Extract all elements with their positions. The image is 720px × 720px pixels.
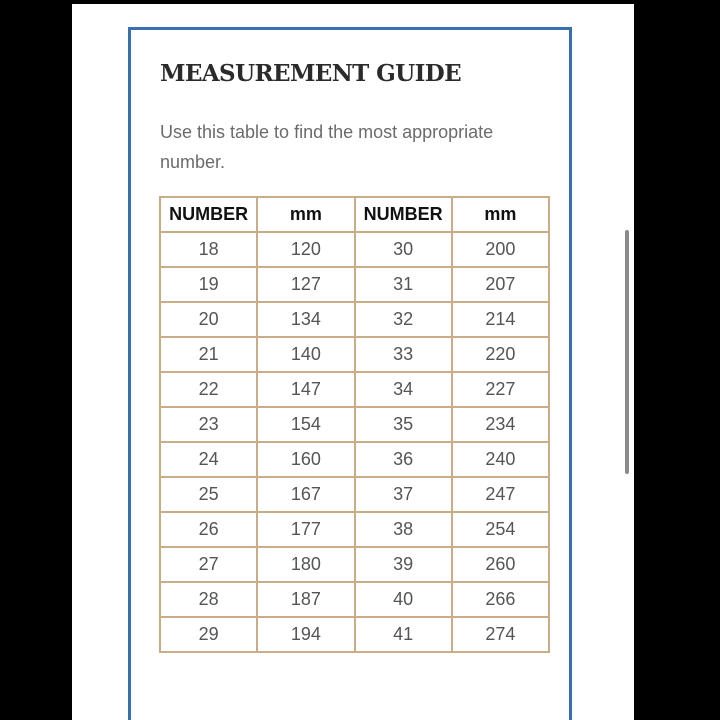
table-row xyxy=(160,372,549,407)
guide-description: Use this table to find the most appropriate number. xyxy=(160,122,494,172)
mm-cell: 274 xyxy=(452,617,549,652)
number-cell: 25 xyxy=(160,477,257,512)
mm-cell: 200 xyxy=(452,232,549,267)
number-cell: 31 xyxy=(355,267,452,302)
number-cell: 29 xyxy=(160,617,257,652)
table-row xyxy=(160,547,549,582)
mm-cell: 254 xyxy=(452,512,549,547)
number-cell: 39 xyxy=(355,547,452,582)
mm-cell: 207 xyxy=(452,267,549,302)
number-cell: 19 xyxy=(160,267,257,302)
table-row xyxy=(160,302,549,337)
table-row xyxy=(160,337,549,372)
column-header-mm: mm xyxy=(257,197,354,232)
mm-cell: 220 xyxy=(452,337,549,372)
page-title: MEASUREMENT GUIDE xyxy=(160,60,462,87)
table-row xyxy=(160,582,549,617)
mm-cell: 147 xyxy=(257,372,354,407)
mm-cell: 260 xyxy=(452,547,549,582)
table-row xyxy=(160,477,549,512)
number-cell: 27 xyxy=(160,547,257,582)
page-content xyxy=(72,4,634,720)
mm-cell: 240 xyxy=(452,442,549,477)
measurement-guide-card xyxy=(128,27,572,720)
mm-cell: 140 xyxy=(257,337,354,372)
mm-cell: 134 xyxy=(257,302,354,337)
scrollbar[interactable] xyxy=(625,230,629,474)
table-row xyxy=(160,442,549,477)
number-cell: 40 xyxy=(355,582,452,617)
mm-cell: 187 xyxy=(257,582,354,617)
mm-cell: 120 xyxy=(257,232,354,267)
number-cell: 28 xyxy=(160,582,257,617)
number-cell: 32 xyxy=(355,302,452,337)
mm-cell: 194 xyxy=(257,617,354,652)
number-cell: 18 xyxy=(160,232,257,267)
number-cell: 24 xyxy=(160,442,257,477)
number-cell: 36 xyxy=(355,442,452,477)
number-cell: 21 xyxy=(160,337,257,372)
mm-cell: 180 xyxy=(257,547,354,582)
table-row xyxy=(160,512,549,547)
number-cell: 33 xyxy=(355,337,452,372)
measurement-table xyxy=(159,196,550,653)
number-cell: 26 xyxy=(160,512,257,547)
mm-cell: 160 xyxy=(257,442,354,477)
number-cell: 23 xyxy=(160,407,257,442)
mm-cell: 214 xyxy=(452,302,549,337)
mm-cell: 127 xyxy=(257,267,354,302)
table-row xyxy=(160,617,549,652)
mm-cell: 154 xyxy=(257,407,354,442)
number-cell: 38 xyxy=(355,512,452,547)
table-row xyxy=(160,267,549,302)
mm-cell: 234 xyxy=(452,407,549,442)
column-header-mm: mm xyxy=(452,197,549,232)
number-cell: 20 xyxy=(160,302,257,337)
number-cell: 37 xyxy=(355,477,452,512)
column-header-number: NUMBER xyxy=(160,197,257,232)
number-cell: 34 xyxy=(355,372,452,407)
mm-cell: 177 xyxy=(257,512,354,547)
mm-cell: 247 xyxy=(452,477,549,512)
number-cell: 30 xyxy=(355,232,452,267)
number-cell: 22 xyxy=(160,372,257,407)
table-row xyxy=(160,407,549,442)
mm-cell: 266 xyxy=(452,582,549,617)
mm-cell: 227 xyxy=(452,372,549,407)
table-header-row xyxy=(160,197,549,232)
number-cell: 41 xyxy=(355,617,452,652)
column-header-number: NUMBER xyxy=(355,197,452,232)
table-body xyxy=(160,232,549,652)
number-cell: 35 xyxy=(355,407,452,442)
mm-cell: 167 xyxy=(257,477,354,512)
table-row xyxy=(160,232,549,267)
